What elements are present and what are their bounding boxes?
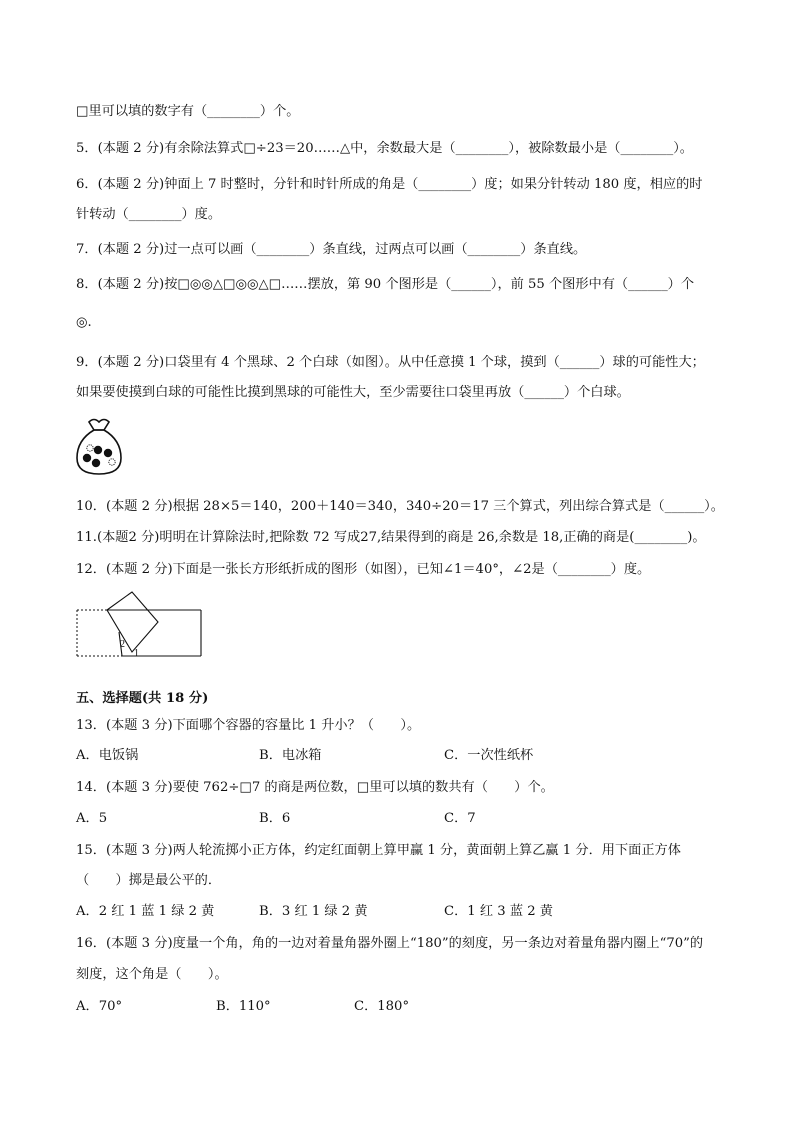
question-11: 11.(本题2 分)明明在计算除法时,把除数 72 写成27,结果得到的商是 26,余数是 18,正确的商是(________)。 xyxy=(76,530,706,545)
question-8-line-1: 8．(本题 2 分)按□◎◎△□◎◎△□……摆放，第 90 个图形是（______），前 55 个图形中有（______）个 xyxy=(76,277,695,292)
question-6-line-2: 针转动（________）度。 xyxy=(76,207,222,222)
q16-option-a: A．70° xyxy=(76,999,123,1014)
question-14: 14．(本题 3 分)要使 762÷□7 的商是两位数，□里可以填的数共有（ ）个。 xyxy=(76,780,554,795)
q13-option-a: A．电饭锅 xyxy=(76,748,139,763)
q4-continuation: □里可以填的数字有（________）个。 xyxy=(76,104,300,119)
q15-option-b: B．3 红 1 绿 2 黄 xyxy=(259,904,368,919)
question-16-line-2: 刻度，这个角是（ ）。 xyxy=(76,967,228,982)
q16-option-b: B．110° xyxy=(216,999,271,1014)
section-5-heading: 五、选择题(共 18 分) xyxy=(76,691,209,706)
question-15-line-1: 15．(本题 3 分)两人轮流掷小正方体，约定红面朝上算甲赢 1 分，黄面朝上算乙赢 1 分．用下面正方体 xyxy=(76,843,681,858)
question-13: 13．(本题 3 分)下面哪个容器的容量比 1 升小？（ ）。 xyxy=(76,718,421,733)
question-10: 10．(本题 2 分)根据 28×5＝140，200＋140＝340，340÷20＝17 三个算式，列出综合算式是（______）。 xyxy=(76,499,724,514)
q14-option-a: A．5 xyxy=(76,811,108,826)
question-5: 5．(本题 2 分)有余除法算式□÷23＝20……△中，余数最大是（________），被除数最小是（________）。 xyxy=(76,141,693,156)
angle-2-label: 2 xyxy=(120,639,125,650)
question-12: 12．(本题 2 分)下面是一张长方形纸折成的图形（如图），已知∠1＝40°，∠2是（________）度。 xyxy=(76,562,651,577)
question-8-line-2: ◎. xyxy=(76,315,92,330)
question-9-line-2: 如果要使摸到白球的可能性比摸到黑球的可能性大，至少需要往口袋里再放（______）个白球。 xyxy=(76,385,630,400)
question-16-line-1: 16．(本题 3 分)度量一个角，角的一边对着量角器外圈上“180”的刻度，另一条边对着量角器内圈上“70”的 xyxy=(76,936,704,951)
q14-option-b: B．6 xyxy=(259,811,291,826)
ball-bag-figure xyxy=(74,416,124,478)
angle-1-label: 1 xyxy=(134,648,139,659)
question-7: 7．(本题 2 分)过一点可以画（________）条直线，过两点可以画（________）条直线。 xyxy=(76,242,587,257)
q16-option-c: C．180° xyxy=(354,999,410,1014)
q15-option-c: C．1 红 3 蓝 2 黄 xyxy=(444,904,553,919)
question-6-line-1: 6．(本题 2 分)钟面上 7 时整时，分针和时针所成的角是（________）度；如果分针转动 180 度，相应的时 xyxy=(76,177,703,192)
question-15-line-2: （ ）掷是最公平的． xyxy=(76,873,222,888)
q15-option-a: A．2 红 1 蓝 1 绿 2 黄 xyxy=(76,904,215,919)
question-9-line-1: 9．(本题 2 分)口袋里有 4 个黑球、2 个白球（如图）。从中任意摸 1 个球，摸到（______）球的可能性大； xyxy=(76,355,705,370)
folded-paper-figure xyxy=(74,590,204,660)
q13-option-b: B．电冰箱 xyxy=(259,748,322,763)
q14-option-c: C．7 xyxy=(444,811,476,826)
q13-option-c: C．一次性纸杯 xyxy=(444,748,534,763)
